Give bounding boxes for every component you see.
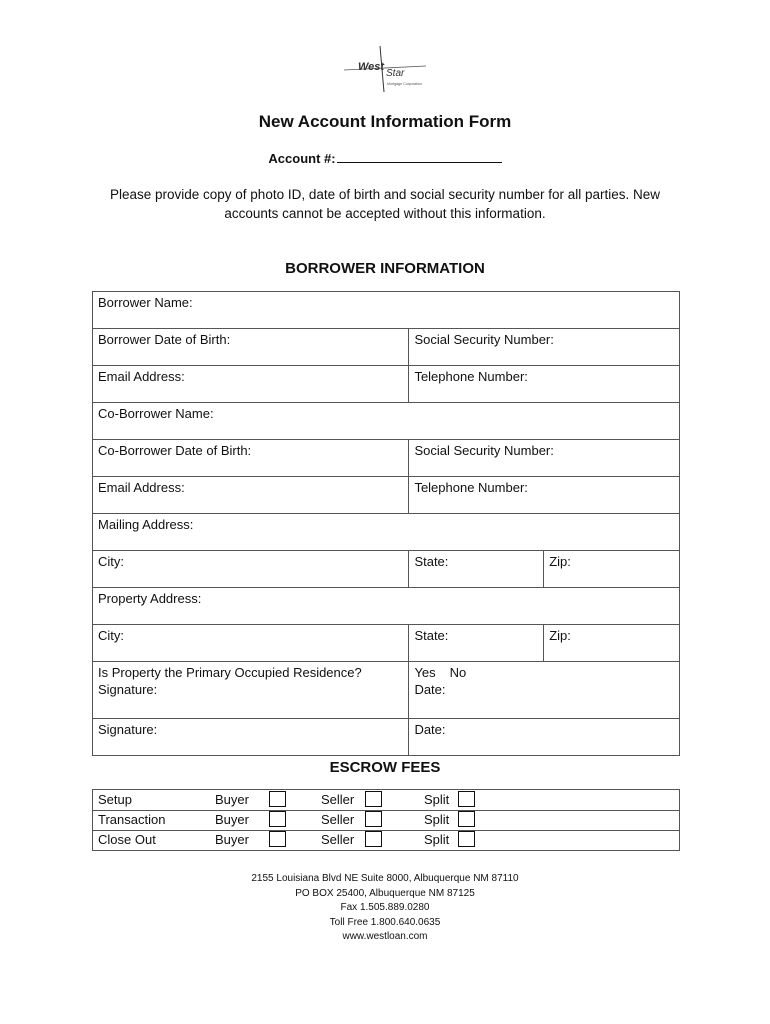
borrower-email-cell[interactable] xyxy=(93,366,409,403)
borrower-heading: BORROWER INFORMATION xyxy=(285,260,485,277)
escrow-closeout-buyer-label: Buyer xyxy=(215,832,249,847)
escrow-closeout-buyer-checkbox[interactable] xyxy=(269,831,286,847)
borrower-name-label: Borrower Name: xyxy=(98,295,193,310)
borrower-phone-label: Telephone Number: xyxy=(414,369,528,384)
coborrower-name-label: Co-Borrower Name: xyxy=(98,406,214,421)
property-city-cell[interactable] xyxy=(93,625,409,662)
property-state-cell[interactable] xyxy=(409,625,544,662)
date-2-label: Date: xyxy=(414,722,446,737)
weststar-logo xyxy=(336,44,436,94)
mailing-city-label: City: xyxy=(98,554,124,569)
escrow-transaction-label: Transaction xyxy=(98,812,166,827)
borrower-phone-cell[interactable] xyxy=(409,366,680,403)
property-state-label: State: xyxy=(414,628,449,643)
footer-po-box: PO BOX 25400, Albuquerque NM 87125 xyxy=(295,887,475,899)
mailing-state-label: State: xyxy=(414,554,449,569)
coborrower-email-label: Email Address: xyxy=(98,480,185,495)
escrow-transaction-seller-checkbox[interactable] xyxy=(365,811,382,827)
logo-line3: Mortgage Corporation xyxy=(387,82,422,86)
account-label: Account #: xyxy=(268,151,336,166)
coborrower-name-cell[interactable] xyxy=(93,403,680,440)
property-zip-label: Zip: xyxy=(549,628,571,643)
escrow-setup-split-label: Split xyxy=(424,792,450,807)
primary-residence-label: Is Property the Primary Occupied Residence? xyxy=(98,665,362,680)
coborrower-dob-label: Co-Borrower Date of Birth: xyxy=(98,443,252,458)
escrow-row-divider xyxy=(92,830,680,831)
no-option[interactable]: No xyxy=(449,665,467,680)
escrow-transaction-split-label: Split xyxy=(424,812,450,827)
escrow-setup-split-checkbox[interactable] xyxy=(458,791,475,807)
mailing-address-cell[interactable] xyxy=(93,514,680,551)
escrow-setup-label: Setup xyxy=(98,792,132,807)
mailing-state-cell[interactable] xyxy=(409,551,544,588)
form-title: New Account Information Form xyxy=(258,112,512,131)
escrow-closeout-split-label: Split xyxy=(424,832,450,847)
escrow-closeout-split-checkbox[interactable] xyxy=(458,831,475,847)
borrower-ssn-label: Social Security Number: xyxy=(414,332,554,347)
escrow-transaction-seller-label: Seller xyxy=(321,812,355,827)
escrow-closeout-label: Close Out xyxy=(98,832,156,847)
property-address-cell[interactable] xyxy=(93,588,680,625)
property-city-label: City: xyxy=(98,628,124,643)
borrower-name-cell[interactable] xyxy=(93,292,680,329)
coborrower-ssn-label: Social Security Number: xyxy=(414,443,554,458)
coborrower-dob-cell[interactable] xyxy=(93,440,409,477)
yes-option[interactable]: Yes xyxy=(414,665,436,680)
borrower-dob-cell[interactable] xyxy=(93,329,409,366)
logo-line2: Star xyxy=(386,68,405,79)
date-2-cell[interactable] xyxy=(409,719,680,756)
logo-line1: West xyxy=(358,61,385,73)
borrower-email-label: Email Address: xyxy=(98,369,185,384)
mailing-city-cell[interactable] xyxy=(93,551,409,588)
mailing-address-label: Mailing Address: xyxy=(98,517,194,532)
escrow-transaction-buyer-label: Buyer xyxy=(215,812,249,827)
borrower-ssn-cell[interactable] xyxy=(409,329,680,366)
account-number-line xyxy=(0,150,770,166)
footer-address: 2155 Louisiana Blvd NE Suite 8000, Albuquerque NM 87110 xyxy=(251,873,519,884)
escrow-closeout-seller-label: Seller xyxy=(321,832,355,847)
mailing-zip-label: Zip: xyxy=(549,554,571,569)
footer xyxy=(0,872,770,945)
property-zip-cell[interactable] xyxy=(544,625,680,662)
account-number-field[interactable] xyxy=(337,150,502,163)
escrow-setup-seller-label: Seller xyxy=(321,792,355,807)
escrow-setup-buyer-label: Buyer xyxy=(215,792,249,807)
escrow-closeout-seller-checkbox[interactable] xyxy=(365,831,382,847)
footer-website[interactable]: www.westloan.com xyxy=(342,931,428,942)
borrower-table xyxy=(92,291,680,756)
property-address-label: Property Address: xyxy=(98,591,202,606)
footer-fax: Fax 1.505.889.0280 xyxy=(340,902,430,913)
escrow-row-divider xyxy=(92,810,680,811)
date-1-label: Date: xyxy=(414,682,446,697)
coborrower-ssn-cell[interactable] xyxy=(409,440,680,477)
yes-no-cell[interactable] xyxy=(409,662,680,719)
escrow-transaction-buyer-checkbox[interactable] xyxy=(269,811,286,827)
escrow-transaction-split-checkbox[interactable] xyxy=(458,811,475,827)
signature-2-label: Signature: xyxy=(98,722,158,737)
escrow-setup-buyer-checkbox[interactable] xyxy=(269,791,286,807)
mailing-zip-cell[interactable] xyxy=(544,551,680,588)
signature-2-cell[interactable] xyxy=(93,719,409,756)
coborrower-email-cell[interactable] xyxy=(93,477,409,514)
signature-1-label: Signature: xyxy=(98,682,158,697)
coborrower-phone-label: Telephone Number: xyxy=(414,480,528,495)
escrow-setup-seller-checkbox[interactable] xyxy=(365,791,382,807)
escrow-heading: ESCROW FEES xyxy=(329,759,441,776)
borrower-dob-label: Borrower Date of Birth: xyxy=(98,332,231,347)
primary-residence-cell[interactable] xyxy=(93,662,409,719)
escrow-table xyxy=(92,789,680,851)
footer-toll-free: Toll Free 1.800.640.0635 xyxy=(329,916,441,928)
coborrower-phone-cell[interactable] xyxy=(409,477,680,514)
intro-text: Please provide copy of photo ID, date of birth and social security number for all parties. New accounts cannot be accepted without this information. xyxy=(109,187,661,221)
